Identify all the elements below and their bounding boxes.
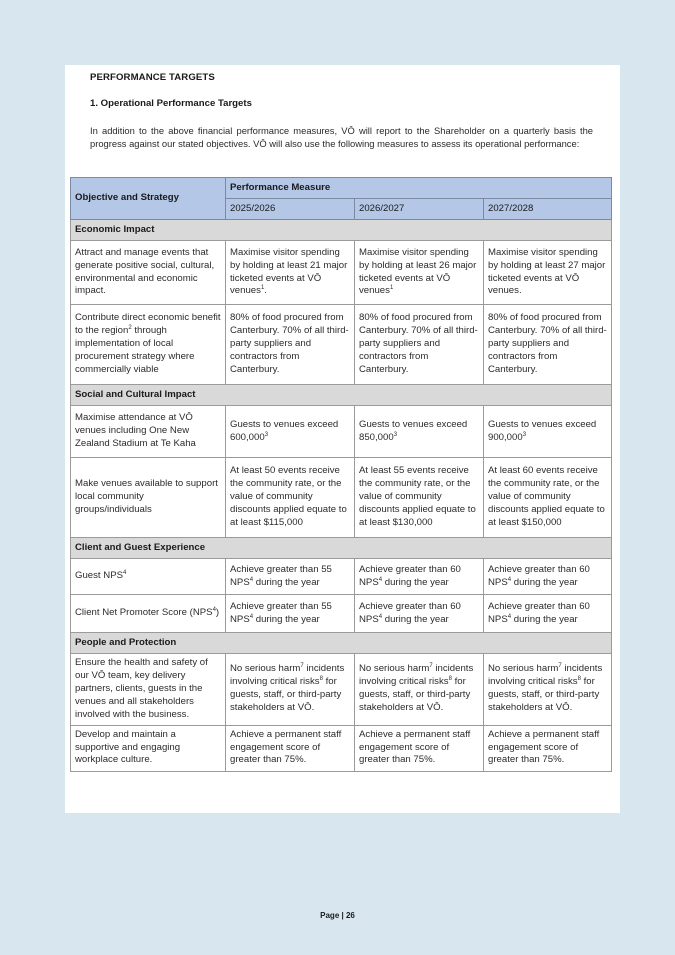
objective-text: Client Net Promoter Score (NPS [75, 607, 213, 619]
target-text: Maximise visitor spending by holding at least 27 major ticketed events at VŌ venues [488, 246, 606, 297]
target-cell [226, 305, 355, 385]
target-text: Maximise visitor spending by holding at least 26 major ticketed events at VŌ venues [359, 246, 477, 297]
footnote-marker: 7 [558, 663, 562, 670]
target-text-tail: during the year [511, 613, 578, 625]
footnote-marker: 7 [300, 663, 304, 670]
category-row [71, 538, 612, 559]
target-cell [226, 559, 355, 595]
target-cell [355, 725, 484, 771]
footnote-marker: 4 [507, 613, 512, 620]
table-row [71, 725, 612, 771]
table-body [71, 220, 612, 772]
target-text-tail: during the year [253, 613, 320, 625]
header-objective: Objective and Strategy [71, 178, 226, 220]
target-cell [484, 725, 612, 771]
target-text: Achieve greater than 55 NPS [230, 600, 332, 625]
category-label: Client and Guest Experience [71, 538, 612, 559]
table-row [71, 559, 612, 595]
performance-targets-table [70, 177, 612, 772]
category-label: People and Protection [71, 633, 612, 654]
table-row [71, 595, 612, 633]
target-text: No serious harm [230, 663, 301, 675]
target-text: At least 55 events receive the community rate, or the value of community discounts applied equate to at least $130,000 [359, 465, 476, 528]
target-cell [484, 595, 612, 633]
target-cell [484, 406, 612, 458]
footnote-marker: 4 [378, 613, 383, 620]
target-text-tail: during the year [382, 576, 449, 588]
objective-cell [71, 725, 226, 771]
objective-text: Ensure the health and safety of our VŌ team, key delivery partners, clients, guests in the venues and all stakeholders involved with the business. [75, 657, 208, 720]
table-row [71, 458, 612, 538]
target-text: Achieve a permanent staff engagement score of greater than 75%. [230, 728, 342, 766]
target-text: 80% of food procured from Canterbury. 70% of all third-party suppliers and contractors from Canterbury. [488, 312, 607, 375]
target-cell [355, 305, 484, 385]
intro-paragraph: In addition to the above financial performance measures, VŌ will report to the Shareholder on a quarterly basis the progress against our stated objectives. VŌ will also use the following measures to assess its operational performance: [90, 125, 593, 149]
target-cell [226, 458, 355, 538]
objective-text: Contribute direct economic benefit to the region [75, 312, 221, 337]
target-cell [484, 559, 612, 595]
footnote-marker: 4 [507, 576, 512, 583]
objective-cell [71, 305, 226, 385]
page-number: Page | 26 [320, 911, 355, 920]
target-text: Achieve greater than 55 NPS [230, 563, 332, 588]
target-cell [355, 654, 484, 726]
table-row [71, 305, 612, 385]
target-text: Guests to venues exceed 900,000 [488, 418, 597, 443]
target-text: 80% of food procured from Canterbury. 70% of all third-party suppliers and contractors from Canterbury. [359, 312, 478, 375]
target-cell [484, 241, 612, 305]
section-heading: 1. Operational Performance Targets [90, 98, 252, 109]
category-row [71, 220, 612, 241]
target-text: Achieve greater than 60 NPS [359, 600, 461, 625]
target-cell [355, 559, 484, 595]
target-cell [355, 458, 484, 538]
objective-text-tail: ) [215, 607, 220, 619]
target-cell [226, 241, 355, 305]
target-text: Achieve a permanent staff engagement score of greater than 75%. [359, 728, 471, 766]
target-text: Guests to venues exceed 850,000 [359, 418, 468, 443]
category-label: Economic Impact [71, 220, 612, 241]
objective-cell [71, 595, 226, 633]
target-cell [484, 654, 612, 726]
target-text-tail: . [264, 285, 267, 297]
footnote-marker: 3 [393, 431, 398, 438]
target-text-tail: incidents involving critical risks [359, 663, 474, 688]
target-cell [226, 654, 355, 726]
target-text-tail: for guests, staff, or third-party stakeholders at VŌ. [359, 676, 471, 714]
objective-text: Attract and manage events that generate positive social, cultural, environmental and economic impact. [75, 246, 215, 297]
category-label: Social and Cultural Impact [71, 385, 612, 406]
target-text-tail: . [518, 285, 522, 297]
footnote-marker: 3 [264, 431, 269, 438]
target-text-tail: incidents involving critical risks [230, 663, 345, 688]
target-text: Achieve greater than 60 NPS [488, 600, 590, 625]
target-text-tail: during the year [253, 576, 320, 588]
target-text: Achieve a permanent staff engagement score of greater than 75%. [488, 728, 600, 766]
target-text-tail: during the year [382, 613, 449, 625]
target-text-tail: for guests, staff, or third-party stakeholders at VŌ. [488, 676, 600, 714]
category-row [71, 633, 612, 654]
target-text-tail: during the year [511, 576, 578, 588]
table-row [71, 406, 612, 458]
footnote-marker: 7 [429, 663, 433, 670]
header-year: 2027/2028 [484, 199, 612, 220]
page-title: PERFORMANCE TARGETS [90, 72, 215, 83]
target-text: Achieve greater than 60 NPS [488, 563, 590, 588]
target-text: 80% of food procured from Canterbury. 70% of all third-party suppliers and contractors from Canterbury. [230, 312, 349, 375]
footnote-marker: 8 [577, 676, 581, 683]
target-cell [355, 595, 484, 633]
objective-text: Maximise attendance at VŌ venues including One New Zealand Stadium at Te Kaha [75, 412, 196, 449]
footnote-marker: 8 [448, 676, 452, 683]
footnote-marker: 4 [378, 576, 383, 583]
target-cell [484, 458, 612, 538]
header-year: 2025/2026 [226, 199, 355, 220]
target-text: At least 50 events receive the community rate, or the value of community discounts applied equate to at least $115,000 [230, 465, 347, 528]
target-text: At least 60 events receive the community rate, or the value of community discounts applied equate to at least $150,000 [488, 465, 605, 528]
footnote-marker: 1 [389, 285, 394, 292]
footnote-marker: 8 [319, 676, 323, 683]
table-row [71, 654, 612, 726]
footnote-marker: 4 [249, 576, 254, 583]
objective-cell [71, 406, 226, 458]
objective-text: Develop and maintain a supportive and engaging workplace culture. [75, 728, 181, 766]
target-cell [226, 595, 355, 633]
footnote-marker: 3 [522, 431, 527, 438]
target-text: No serious harm [488, 663, 559, 675]
target-text: Achieve greater than 60 NPS [359, 563, 461, 588]
footnote-marker: 2 [128, 324, 132, 331]
target-text: No serious harm [359, 663, 430, 675]
target-text-tail: for guests, staff, or third-party stakeholders at VŌ. [230, 676, 342, 714]
target-cell [226, 406, 355, 458]
objective-text: Make venues available to support local community groups/individuals [75, 478, 218, 515]
target-cell [355, 406, 484, 458]
footnote-marker: 1 [260, 285, 265, 292]
objective-text: Guest NPS [75, 570, 123, 582]
footnote-marker: 4 [123, 569, 127, 576]
header-year: 2026/2027 [355, 199, 484, 220]
document-page [65, 65, 620, 813]
target-cell [355, 241, 484, 305]
footnote-marker: 4 [249, 613, 254, 620]
target-text-tail: incidents involving critical risks [488, 663, 603, 688]
objective-cell [71, 559, 226, 595]
objective-text-tail: through implementation of local procurement strategy where commercially viable [75, 325, 195, 375]
table-row [71, 241, 612, 305]
objective-cell [71, 241, 226, 305]
target-text: Guests to venues exceed 600,000 [230, 418, 339, 443]
footnote-marker: 4 [212, 606, 216, 613]
objective-cell [71, 654, 226, 726]
category-row [71, 385, 612, 406]
target-cell [226, 725, 355, 771]
target-cell [484, 305, 612, 385]
objective-cell [71, 458, 226, 538]
header-performance-measure: Performance Measure [226, 178, 612, 199]
target-text: Maximise visitor spending by holding at least 21 major ticketed events at VŌ venues [230, 246, 348, 297]
